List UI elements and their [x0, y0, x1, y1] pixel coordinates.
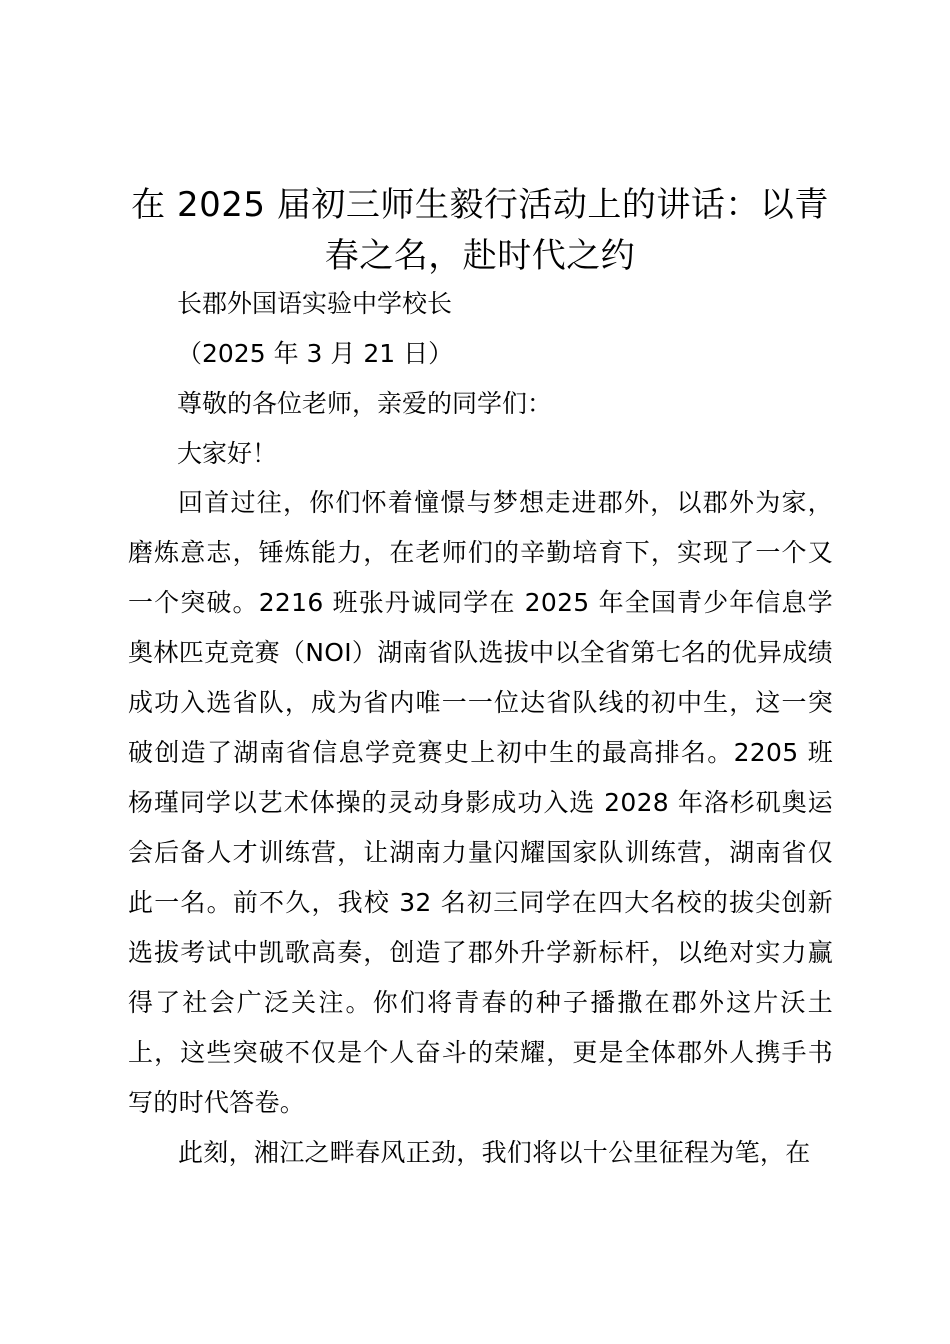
body-paragraph: 此刻，湘江之畔春风正劲，我们将以十公里征程为笔，在: [178, 1138, 811, 1167]
date-line: （2025 年 3 月 21 日）: [177, 339, 454, 368]
salutation-line: 尊敬的各位老师，亲爱的同学们：: [177, 389, 553, 418]
greeting-line: 大家好！: [177, 439, 278, 468]
body-paragraph: 回首过往，你们怀着憧憬与梦想走进郡外，以郡外为家，磨炼意志，锤炼能力，在老师们的辛勤培育下，实现了一个又一个突破。2216 班张丹诚同学在 2025 年全国青少年信息学奥林匹克竞赛（NOI）湖南省队选拔中以全省第七名的优异成绩成功入选省队，成为省内唯一一位达省队线的初中生，这一突破创造了湖南省信息学竞赛史上初中生的最高排名。2205 班杨瑾同学以艺术体操的灵动身影成功入选 2028 年洛杉矶奥运会后备人才训练营，让湖南力量闪耀国家队训练营，湖南省仅此一名。前不久，我校 32 名初三同学在四大名校的拔尖创新选拔考试中凯歌高奏，创造了郡外升学新标杆，以绝对实力赢得了社会广泛关注。你们将青春的种子播撒在郡外这片沃土上，这些突破不仅是个人奋斗的荣耀，更是全体郡外人携手书写的时代答卷。: [128, 488, 833, 1117]
speaker-line: 长郡外国语实验中学校长: [177, 289, 453, 318]
document-title: 在 2025 届初三师生毅行活动上的讲话：以青春之名，赴时代之约: [131, 185, 829, 276]
